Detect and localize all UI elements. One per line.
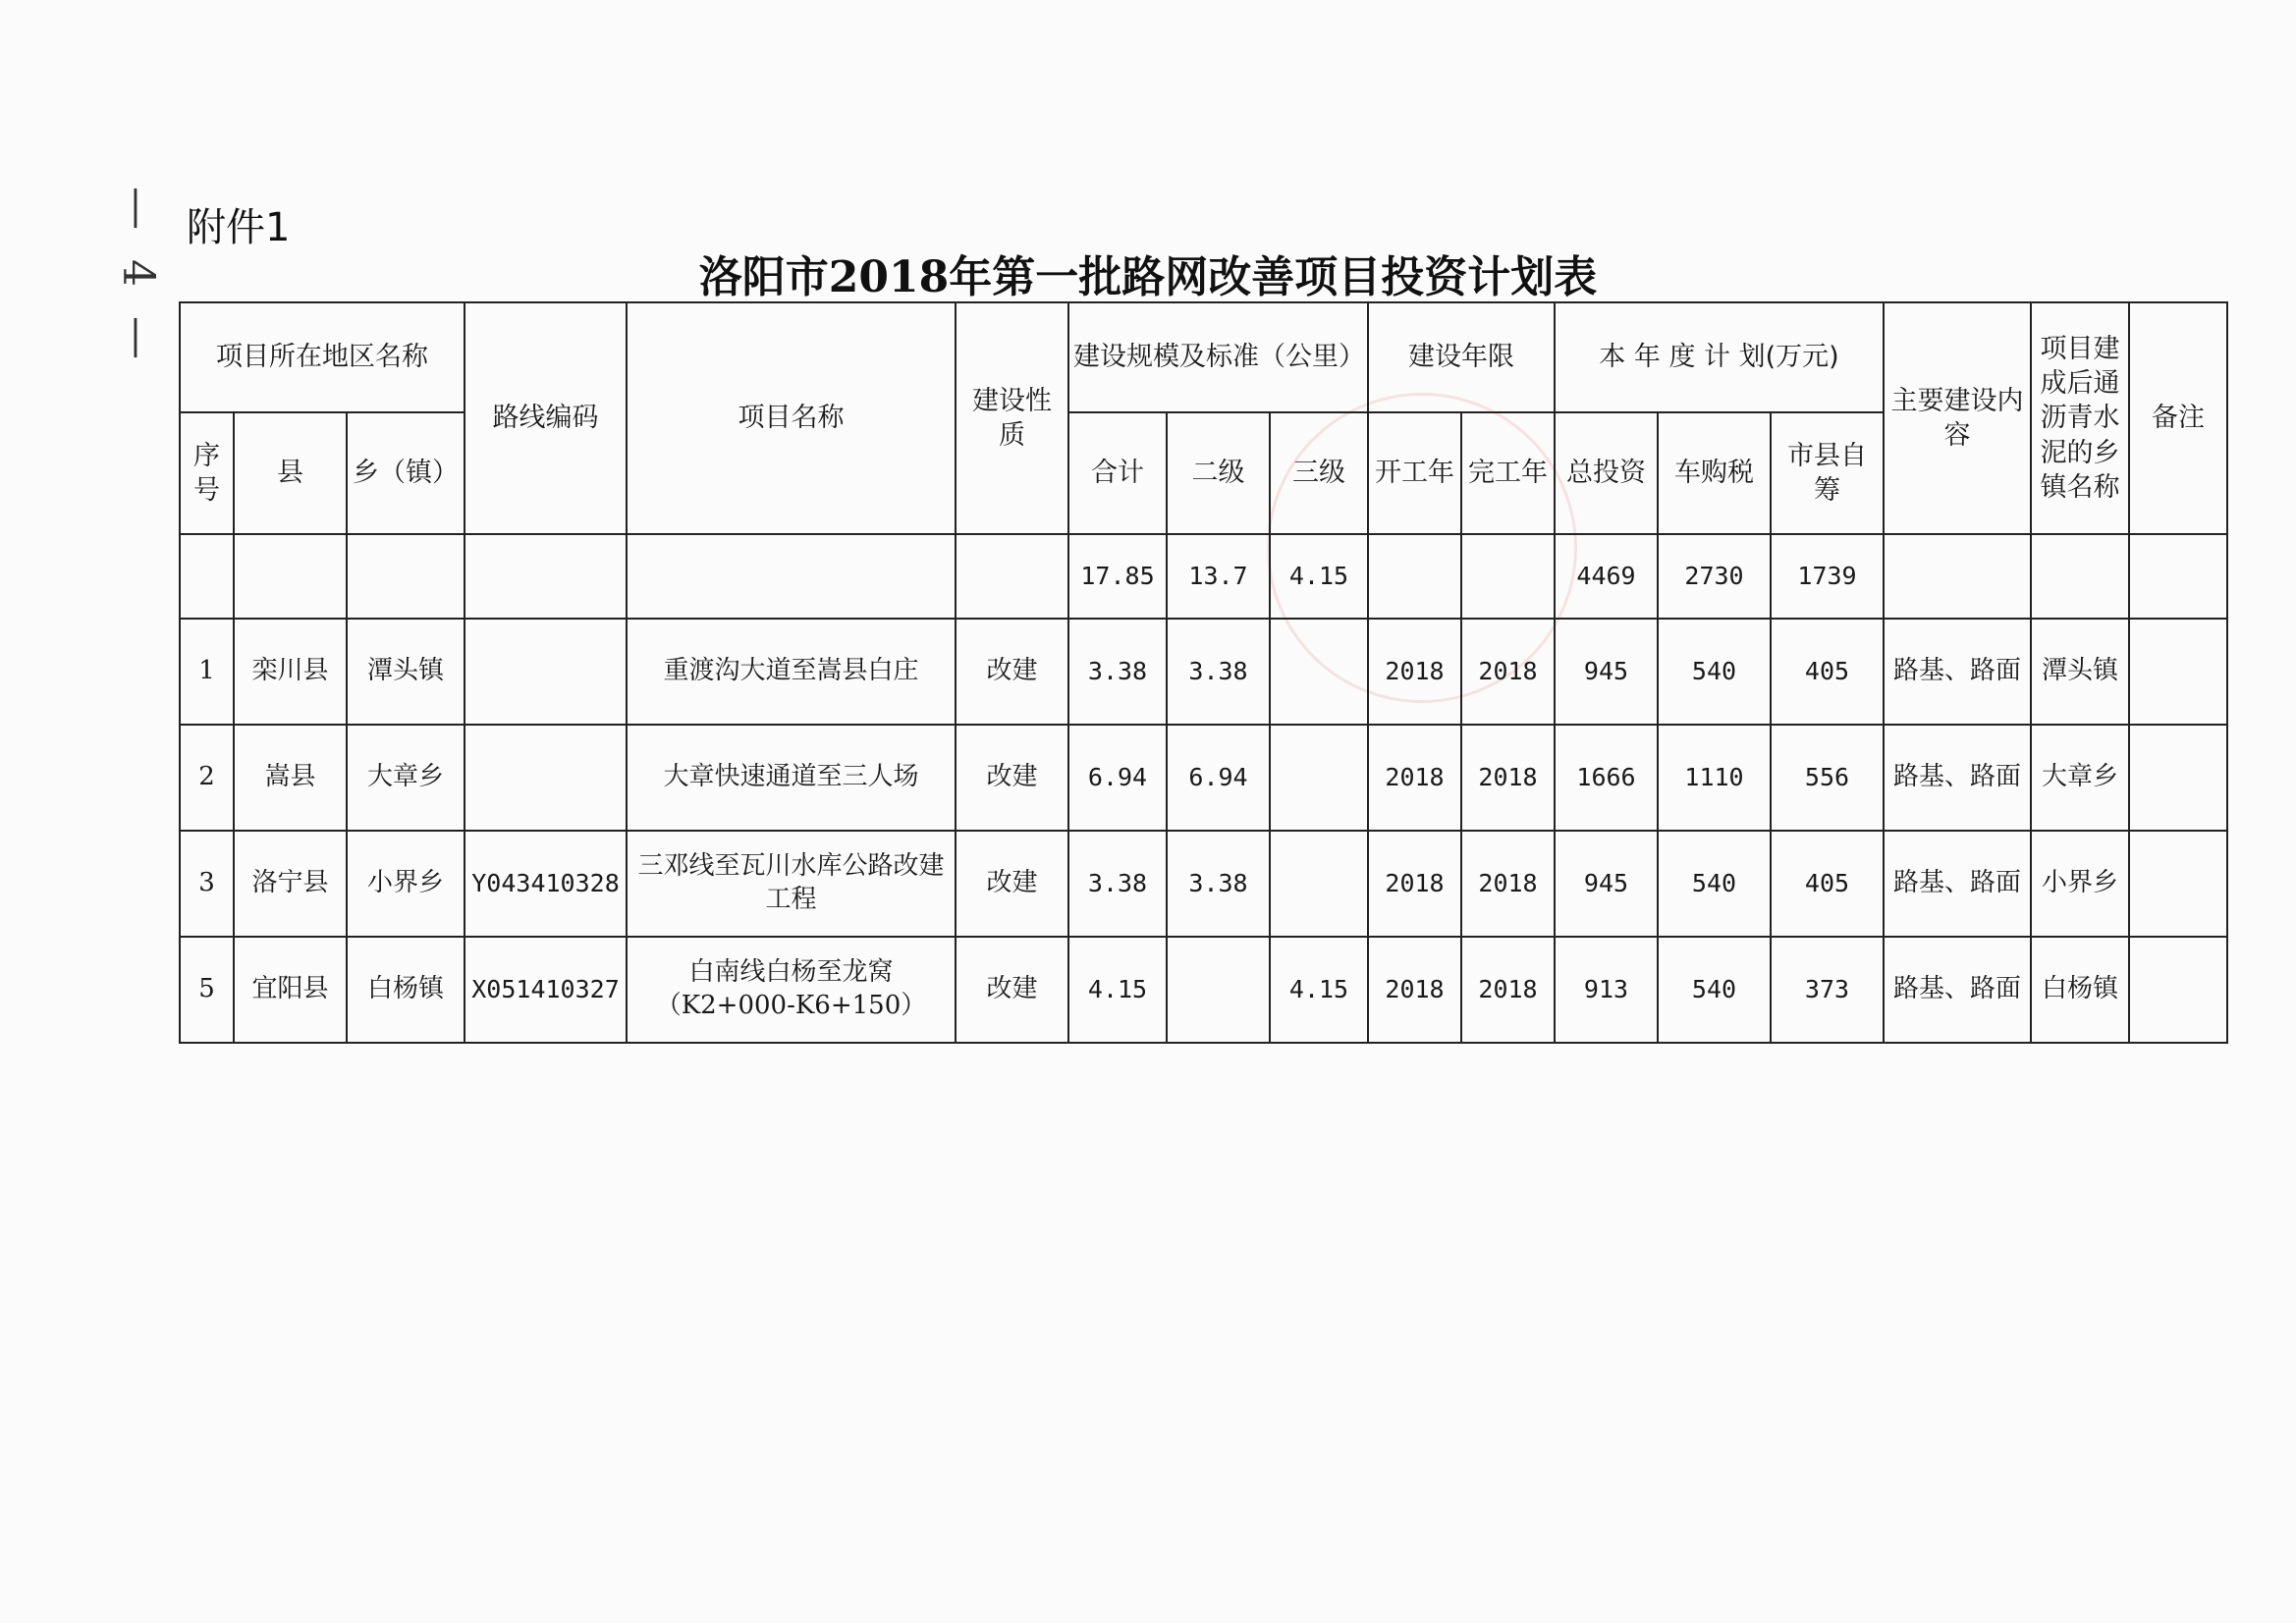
cell-total-km: 4.15 bbox=[1068, 937, 1167, 1043]
header-local-funds: 市县自筹 bbox=[1771, 412, 1884, 534]
cell-content: 路基、路面 bbox=[1884, 831, 2031, 937]
cell-grade3 bbox=[1270, 831, 1368, 937]
cell-build-type: 改建 bbox=[956, 937, 1068, 1043]
cell-grade3 bbox=[1270, 725, 1368, 831]
table-row bbox=[180, 619, 2227, 725]
cell-remark bbox=[2129, 937, 2227, 1043]
cell-vehicle-tax: 1110 bbox=[1658, 725, 1771, 831]
header-scale: 建设规模及标准（公里） bbox=[1068, 302, 1368, 412]
cell-seq: 5 bbox=[180, 937, 234, 1043]
header-grade3: 三级 bbox=[1270, 412, 1368, 534]
header-vehicle-tax: 车购税 bbox=[1658, 412, 1771, 534]
cell-county: 栾川县 bbox=[234, 619, 347, 725]
cell-seq: 1 bbox=[180, 619, 234, 725]
header-county: 县 bbox=[234, 412, 347, 534]
header-town: 乡（镇） bbox=[347, 412, 465, 534]
totals-row bbox=[180, 534, 2227, 619]
cell-towns-connected: 白杨镇 bbox=[2031, 937, 2129, 1043]
header-build-type: 建设性质 bbox=[956, 302, 1068, 534]
cell-county: 嵩县 bbox=[234, 725, 347, 831]
header-total-invest: 总投资 bbox=[1555, 412, 1658, 534]
cell-project-name: 大章快速通道至三人场 bbox=[627, 725, 956, 831]
cell-town: 白杨镇 bbox=[347, 937, 465, 1043]
header-seq: 序号 bbox=[180, 412, 234, 534]
total-invest: 4469 bbox=[1555, 534, 1658, 619]
header-period: 建设年限 bbox=[1368, 302, 1555, 412]
cell-local-funds: 373 bbox=[1771, 937, 1884, 1043]
cell-build-type: 改建 bbox=[956, 725, 1068, 831]
header-start-year: 开工年 bbox=[1368, 412, 1461, 534]
cell-town: 大章乡 bbox=[347, 725, 465, 831]
page-number: — 4 — bbox=[113, 187, 163, 367]
attachment-label: 附件1 bbox=[187, 205, 291, 250]
header-grade2: 二级 bbox=[1167, 412, 1270, 534]
cell-towns-connected: 大章乡 bbox=[2031, 725, 2129, 831]
cell-town: 潭头镇 bbox=[347, 619, 465, 725]
cell-route-code bbox=[465, 619, 627, 725]
total-km: 17.85 bbox=[1068, 534, 1167, 619]
cell-remark bbox=[2129, 619, 2227, 725]
table-row bbox=[180, 725, 2227, 831]
header-remark: 备注 bbox=[2129, 302, 2227, 534]
cell-total-km: 6.94 bbox=[1068, 725, 1167, 831]
cell-vehicle-tax: 540 bbox=[1658, 619, 1771, 725]
header-towns-connected: 项目建成后通沥青水泥的乡镇名称 bbox=[2031, 302, 2129, 534]
cell-grade2: 3.38 bbox=[1167, 831, 1270, 937]
cell-start-year: 2018 bbox=[1368, 619, 1461, 725]
cell-build-type: 改建 bbox=[956, 831, 1068, 937]
cell-remark bbox=[2129, 831, 2227, 937]
cell-project-name: 三邓线至瓦川水库公路改建工程 bbox=[627, 831, 956, 937]
cell-total-km: 3.38 bbox=[1068, 831, 1167, 937]
cell-total-invest: 913 bbox=[1555, 937, 1658, 1043]
cell-content: 路基、路面 bbox=[1884, 937, 2031, 1043]
cell-route-code bbox=[465, 725, 627, 831]
cell-total-km: 3.38 bbox=[1068, 619, 1167, 725]
cell-start-year: 2018 bbox=[1368, 725, 1461, 831]
total-vehicle-tax: 2730 bbox=[1658, 534, 1771, 619]
header-total-km: 合计 bbox=[1068, 412, 1167, 534]
table-row bbox=[180, 937, 2227, 1043]
cell-start-year: 2018 bbox=[1368, 831, 1461, 937]
total-grade3: 4.15 bbox=[1270, 534, 1368, 619]
header-route-code: 路线编码 bbox=[465, 302, 627, 534]
investment-plan-table bbox=[179, 301, 2228, 1044]
cell-local-funds: 556 bbox=[1771, 725, 1884, 831]
cell-grade3 bbox=[1270, 619, 1368, 725]
cell-total-invest: 1666 bbox=[1555, 725, 1658, 831]
cell-seq: 3 bbox=[180, 831, 234, 937]
document-title: 洛阳市2018年第一批路网改善项目投资计划表 bbox=[698, 252, 1598, 302]
cell-end-year: 2018 bbox=[1461, 619, 1555, 725]
cell-project-name: 白南线白杨至龙窝（K2+000-K6+150） bbox=[627, 937, 956, 1043]
total-grade2: 13.7 bbox=[1167, 534, 1270, 619]
cell-project-name: 重渡沟大道至嵩县白庄 bbox=[627, 619, 956, 725]
cell-content: 路基、路面 bbox=[1884, 725, 2031, 831]
cell-vehicle-tax: 540 bbox=[1658, 831, 1771, 937]
cell-towns-connected: 潭头镇 bbox=[2031, 619, 2129, 725]
cell-local-funds: 405 bbox=[1771, 619, 1884, 725]
cell-start-year: 2018 bbox=[1368, 937, 1461, 1043]
header-plan: 本 年 度 计 划(万元) bbox=[1555, 302, 1884, 412]
cell-county: 宜阳县 bbox=[234, 937, 347, 1043]
cell-grade3: 4.15 bbox=[1270, 937, 1368, 1043]
cell-county: 洛宁县 bbox=[234, 831, 347, 937]
cell-grade2 bbox=[1167, 937, 1270, 1043]
cell-total-invest: 945 bbox=[1555, 831, 1658, 937]
table-row bbox=[180, 831, 2227, 937]
header-project-name: 项目名称 bbox=[627, 302, 956, 534]
cell-seq: 2 bbox=[180, 725, 234, 831]
cell-vehicle-tax: 540 bbox=[1658, 937, 1771, 1043]
cell-grade2: 3.38 bbox=[1167, 619, 1270, 725]
cell-total-invest: 945 bbox=[1555, 619, 1658, 725]
cell-towns-connected: 小界乡 bbox=[2031, 831, 2129, 937]
cell-end-year: 2018 bbox=[1461, 831, 1555, 937]
cell-build-type: 改建 bbox=[956, 619, 1068, 725]
cell-remark bbox=[2129, 725, 2227, 831]
cell-end-year: 2018 bbox=[1461, 725, 1555, 831]
header-end-year: 完工年 bbox=[1461, 412, 1555, 534]
cell-end-year: 2018 bbox=[1461, 937, 1555, 1043]
header-content: 主要建设内容 bbox=[1884, 302, 2031, 534]
header-region: 项目所在地区名称 bbox=[180, 302, 465, 412]
cell-local-funds: 405 bbox=[1771, 831, 1884, 937]
cell-town: 小界乡 bbox=[347, 831, 465, 937]
cell-route-code: X051410327 bbox=[465, 937, 627, 1043]
cell-content: 路基、路面 bbox=[1884, 619, 2031, 725]
total-local-funds: 1739 bbox=[1771, 534, 1884, 619]
cell-route-code: Y043410328 bbox=[465, 831, 627, 937]
cell-grade2: 6.94 bbox=[1167, 725, 1270, 831]
header-row-1 bbox=[180, 302, 2227, 412]
